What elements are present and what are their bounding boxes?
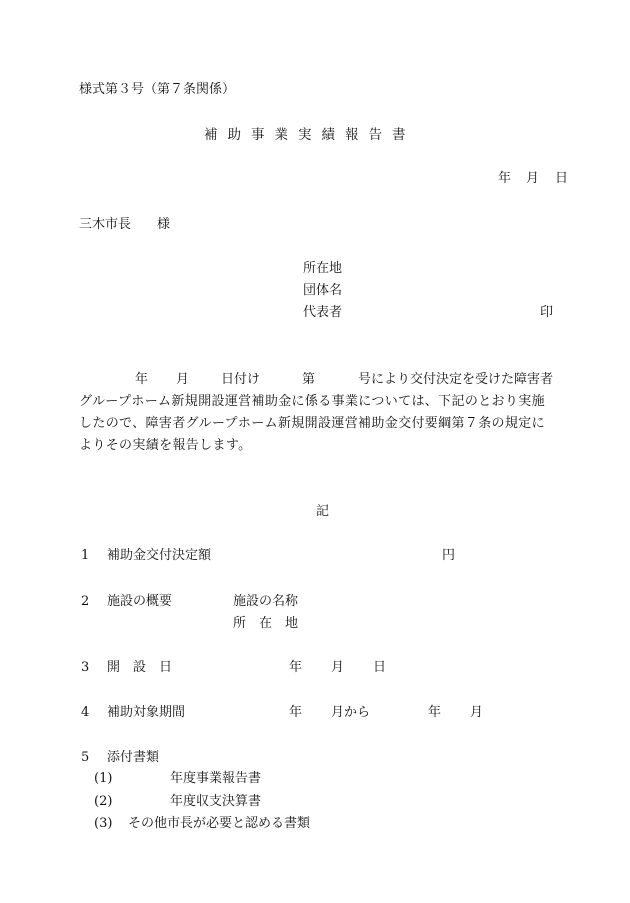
item-2-number: 2 [81,594,90,609]
item-4-month-from: 月から [331,705,371,720]
item-3-year: 年 [289,660,303,675]
body-month: 月 [176,372,190,387]
applicant-location-label: 所在地 [303,261,343,276]
item-5-number: 5 [81,750,90,765]
item-3-month: 月 [331,660,345,675]
attachment-3-number: (3) [94,816,113,831]
attachment-1-number: (1) [94,771,113,786]
body-line-3: したので、障害者グループホーム新規開設運営補助金交付要綱第７条の規定に [79,416,545,431]
item-2-label: 施設の概要 [107,594,173,609]
item-5-label: 添付書類 [107,750,160,765]
seal-mark: 印 [540,305,554,320]
date-day: 日 [555,171,569,186]
body-dai: 第 [302,372,316,387]
body-year: 年 [135,372,149,387]
date-year: 年 [498,171,512,186]
item-4-label: 補助対象期間 [107,705,186,720]
item-3-day: 日 [373,660,387,675]
attachment-1-text: 年度事業報告書 [170,771,262,786]
item-1-number: 1 [81,548,90,563]
form-label: 様式第３号（第７条関係） [79,82,236,97]
body-line-2: グループホーム新規開設運営補助金に係る事業については、下記のとおり実施 [79,394,545,409]
item-2-facility-name: 施設の名称 [233,594,299,609]
applicant-org-name-label: 団体名 [303,283,343,298]
date-month: 月 [526,171,540,186]
addressee: 三木市長 様 [79,217,171,232]
item-4-month-to: 月 [470,705,484,720]
item-2-facility-location: 所 在 地 [233,616,299,631]
item-4-number: 4 [81,705,90,720]
attachment-2-text: 年度収支決算書 [170,794,262,809]
item-3-number: 3 [81,660,90,675]
item-3-label: 開 設 日 [107,660,173,675]
attachment-3-text: その他市長が必要と認める書類 [128,816,311,831]
item-4-year-to: 年 [428,705,442,720]
item-1-unit: 円 [442,548,456,563]
applicant-representative-label: 代表者 [303,305,343,320]
item-4-year-from: 年 [289,705,303,720]
body-line-4: よりその実績を報告します。 [79,438,252,453]
body-line1-rest: 号により交付決定を受けた障害者 [358,372,554,387]
body-dated: 日付け [221,372,261,387]
item-1-label: 補助金交付決定額 [107,548,212,563]
attachment-2-number: (2) [94,794,113,809]
ki-heading: 記 [316,504,330,519]
document-title: 補助事業実績報告書 [204,127,416,143]
